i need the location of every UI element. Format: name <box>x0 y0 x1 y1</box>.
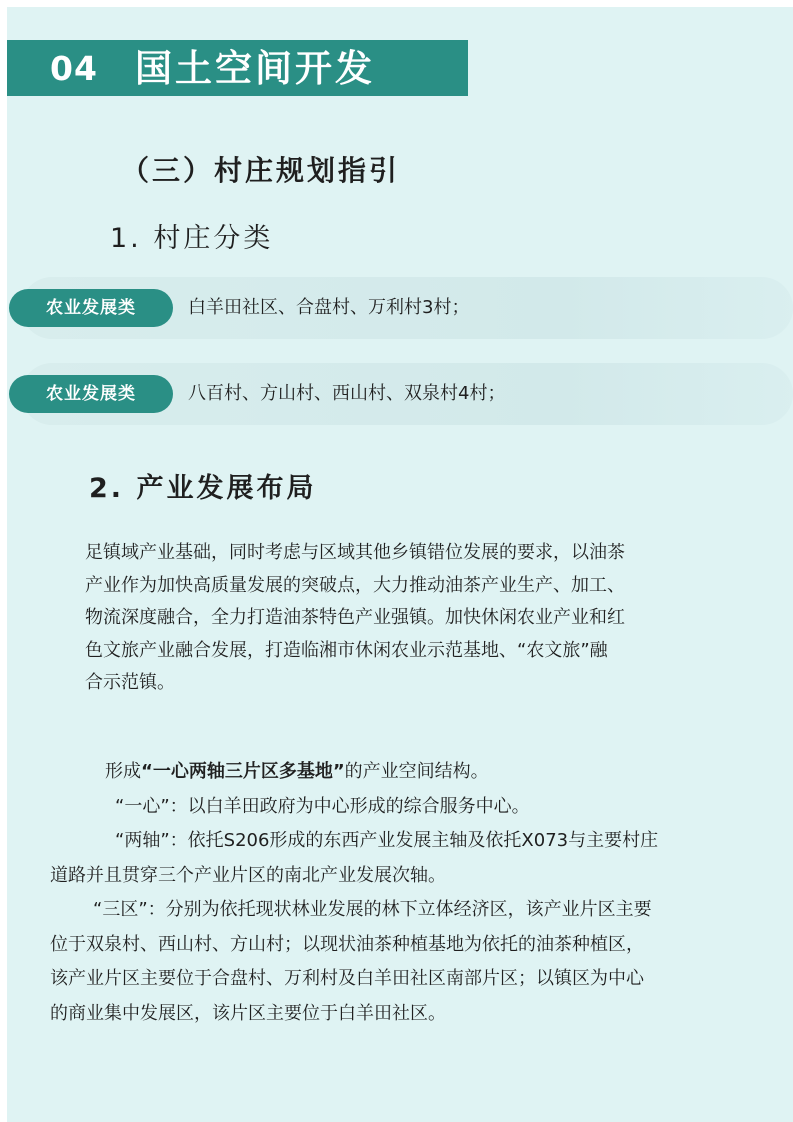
structure-prefix: 形成 <box>105 761 141 782</box>
structure-summary-line <box>50 755 770 790</box>
classification-villages: 白羊田社区、合盘村、万利村3村； <box>188 297 470 318</box>
axes-description-line: 道路并且贯穿三个产业片区的南北产业发展次轴。 <box>50 864 446 886</box>
structure-highlight: “一心两轴三片区多基地” <box>141 761 345 782</box>
zones-description-line: 的商业集中发展区，该片区主要位于白羊田社区。 <box>50 1002 446 1024</box>
paragraph-line: 色文旅产业融合发展，打造临湘市休闲农业示范基地、“农文旅”融 <box>85 639 608 661</box>
industry-intro-paragraph <box>85 537 745 700</box>
paragraph-line: 合示范镇。 <box>85 672 175 693</box>
classification-badge: 农业发展类 <box>9 375 173 413</box>
structure-suffix: 的产业空间结构。 <box>344 761 489 782</box>
paragraph-line: 足镇域产业基础，同时考虑与区域其他乡镇错位发展的要求，以油茶 <box>85 542 625 563</box>
document-page <box>7 7 793 1122</box>
spatial-structure-block <box>50 755 770 1031</box>
zones-description-line: 该产业片区主要位于合盘村、万利村及白羊田社区南部片区；以镇区为中心 <box>50 968 644 989</box>
zones-description-line: 位于双泉村、西山村、方山村；以现状油茶种植基地为依托的油茶种植区， <box>50 933 644 955</box>
industry-layout-heading: 2. 产业发展布局 <box>89 473 317 504</box>
paragraph-line: 物流深度融合，全力打造油茶特色产业强镇。加快休闲农业产业和红 <box>85 607 625 628</box>
village-classification-heading: 1. 村庄分类 <box>110 223 274 254</box>
classification-badge: 农业发展类 <box>9 289 173 327</box>
chapter-title: 国土空间开发 <box>135 47 375 90</box>
section-title: （三）村庄规划指引 <box>121 154 401 187</box>
chapter-number: 04 <box>50 49 98 88</box>
chapter-header-bar <box>7 40 468 96</box>
paragraph-line: 产业作为加快高质量发展的突破点，大力推动油茶产业生产、加工、 <box>85 574 625 596</box>
center-description-line: “一心”：以白羊田政府为中心形成的综合服务中心。 <box>115 795 530 817</box>
axes-description-line: “两轴”：依托S206形成的东西产业发展主轴及依托X073与主要村庄 <box>115 830 659 851</box>
classification-villages: 八百村、方山村、西山村、双泉村4村； <box>188 383 506 404</box>
classification-row <box>7 277 793 339</box>
zones-description-line: “三区”：分别为依托现状林业发展的林下立体经济区，该产业片区主要 <box>93 899 652 920</box>
classification-row <box>7 363 793 425</box>
